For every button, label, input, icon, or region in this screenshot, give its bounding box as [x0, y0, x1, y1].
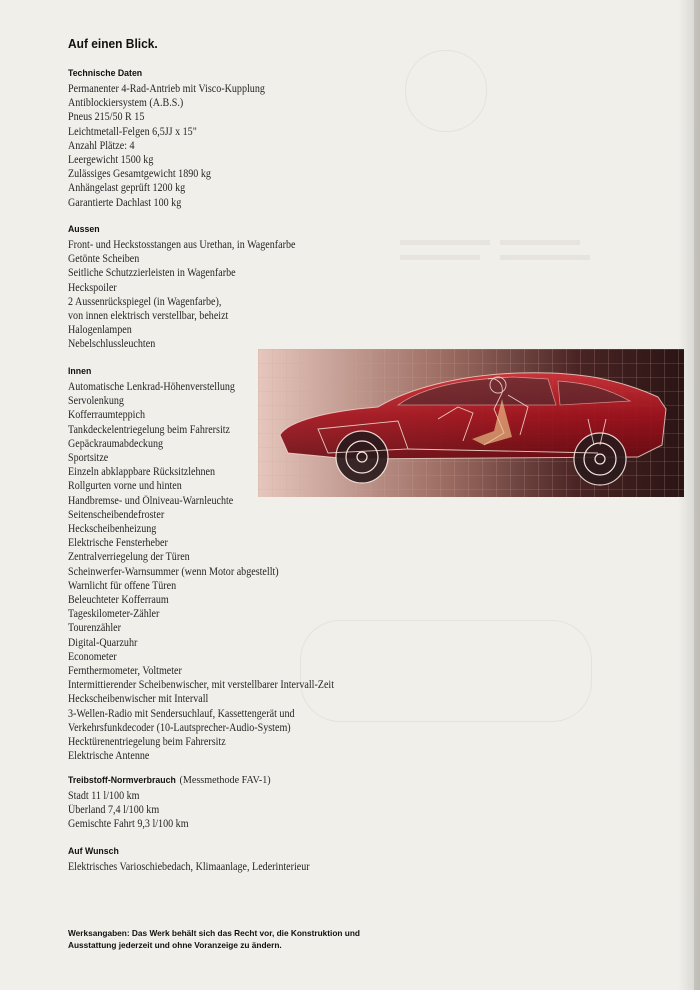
bleed-through-text: [500, 240, 580, 245]
section-heading: Technische Daten: [68, 68, 143, 79]
list-item: Stadt 11 l/100 km: [68, 790, 140, 802]
list-item: Seitliche Schutzzierleisten in Wagenfarbe: [68, 267, 236, 280]
list-item: Elektrische Fensterheber: [68, 537, 168, 550]
list-item: Anzahl Plätze: 4: [68, 139, 135, 152]
list-item: Fernthermometer, Voltmeter: [68, 665, 182, 678]
list-item: Econometer: [68, 650, 117, 663]
bleed-through-text: [400, 240, 490, 245]
list-item: Heckscheibenwischer mit Intervall: [68, 693, 209, 706]
list-item: von innen elektrisch verstellbar, beheizt: [68, 310, 229, 323]
fuel-heading-label: Treibstoff-Normverbrauch: [68, 775, 176, 786]
list-item: Zentralverriegelung der Türen: [68, 551, 190, 564]
list-item: Tageskilometer-Zähler: [68, 608, 160, 621]
section-aussen: [68, 224, 398, 352]
list-item: Kofferraumteppich: [68, 409, 145, 422]
list-item: Front- und Heckstosstangen aus Urethan, in Wagenfarbe: [68, 239, 296, 251]
list-item: Anhängelast geprüft 1200 kg: [68, 182, 186, 195]
footer-line: Werksangaben: Das Werk behält sich das Recht vor, die Konstruktion und: [68, 928, 360, 938]
footer-line: Ausstattung jederzeit und ohne Voranzeige zu ändern.: [68, 939, 282, 950]
list-item: Garantierte Dachlast 100 kg: [68, 196, 182, 209]
list-item: Servolenkung: [68, 395, 124, 408]
list-item: Tankdeckelentriegelung beim Fahrersitz: [68, 423, 231, 436]
bleed-through-shape: [405, 50, 487, 132]
list-item: Überland 7,4 l/100 km: [68, 804, 160, 817]
list-item: Pneus 215/50 R 15: [68, 111, 145, 124]
list-item: 2 Aussenrückspiegel (in Wagenfarbe),: [68, 295, 222, 308]
section-heading: [68, 774, 372, 786]
list-item: Automatische Lenkrad-Höhenverstellung: [68, 381, 235, 393]
list-item: Gepäckraumabdeckung: [68, 437, 164, 450]
list-item: Elektrisches Varioschiebedach, Klimaanlage, Lederinterieur: [68, 861, 310, 873]
list-item: Permanenter 4-Rad-Antrieb mit Visco-Kupplung: [68, 83, 265, 95]
list-item: Beleuchteter Kofferraum: [68, 594, 169, 607]
list-item: Antiblockiersystem (A.B.S.): [68, 97, 184, 110]
list-item: Handbremse- und Ölniveau-Warnleuchte: [68, 494, 234, 507]
spec-list: [68, 238, 398, 352]
list-item: Leichtmetall-Felgen 6,5JJ x 15": [68, 125, 197, 138]
list-item: Seitenscheibendefroster: [68, 508, 165, 521]
bleed-through-text: [500, 255, 590, 260]
section-heading: Auf Wunsch: [68, 846, 119, 857]
list-item: Elektrische Antenne: [68, 750, 150, 763]
list-item: Einzeln abklappbare Rücksitzlehnen: [68, 466, 216, 479]
list-item: Leergewicht 1500 kg: [68, 154, 154, 167]
list-item: Scheinwerfer-Warnsummer (wenn Motor abgestellt): [68, 565, 279, 578]
footer-disclaimer: [68, 928, 368, 951]
bleed-through-text: [400, 255, 480, 260]
list-item: Getönte Scheiben: [68, 253, 140, 266]
section-treibstoff: [68, 774, 398, 832]
list-item: Warnlicht für offene Türen: [68, 579, 177, 592]
list-item: Verkehrsfunkdecoder (10-Lautsprecher-Audio-System): [68, 721, 291, 734]
list-item: Nebelschlussleuchten: [68, 338, 156, 351]
list-item: Intermittierender Scheibenwischer, mit verstellbarer Intervall-Zeit: [68, 679, 335, 692]
spec-list: [68, 789, 398, 832]
page-title: Auf einen Blick.: [68, 36, 158, 51]
section-technische-daten: [68, 68, 398, 210]
list-item: Heckscheibenheizung: [68, 523, 157, 536]
list-item: Halogenlampen: [68, 324, 132, 337]
list-item: Digital-Quarzuhr: [68, 636, 138, 649]
list-item: Hecktürenentriegelung beim Fahrersitz: [68, 736, 226, 749]
spec-list: [68, 860, 398, 874]
car-cutaway-illustration: [258, 349, 684, 497]
list-item: Tourenzähler: [68, 622, 121, 635]
list-item: Zulässiges Gesamtgewicht 1890 kg: [68, 168, 211, 181]
list-item: Sportsitze: [68, 452, 109, 465]
list-item: Gemischte Fahrt 9,3 l/100 km: [68, 818, 189, 831]
section-heading: Innen: [68, 366, 92, 377]
section-heading: Aussen: [68, 224, 100, 235]
car-cutaway-svg: [258, 349, 684, 497]
list-item: Heckspoiler: [68, 281, 117, 294]
fuel-method-note: (Messmethode FAV-1): [179, 774, 271, 786]
list-item: Rollgurten vorne und hinten: [68, 480, 182, 493]
list-item: 3-Wellen-Radio mit Sendersuchlauf, Kassettengerät und: [68, 707, 295, 720]
section-auf-wunsch: [68, 846, 398, 874]
spec-list: [68, 82, 398, 210]
